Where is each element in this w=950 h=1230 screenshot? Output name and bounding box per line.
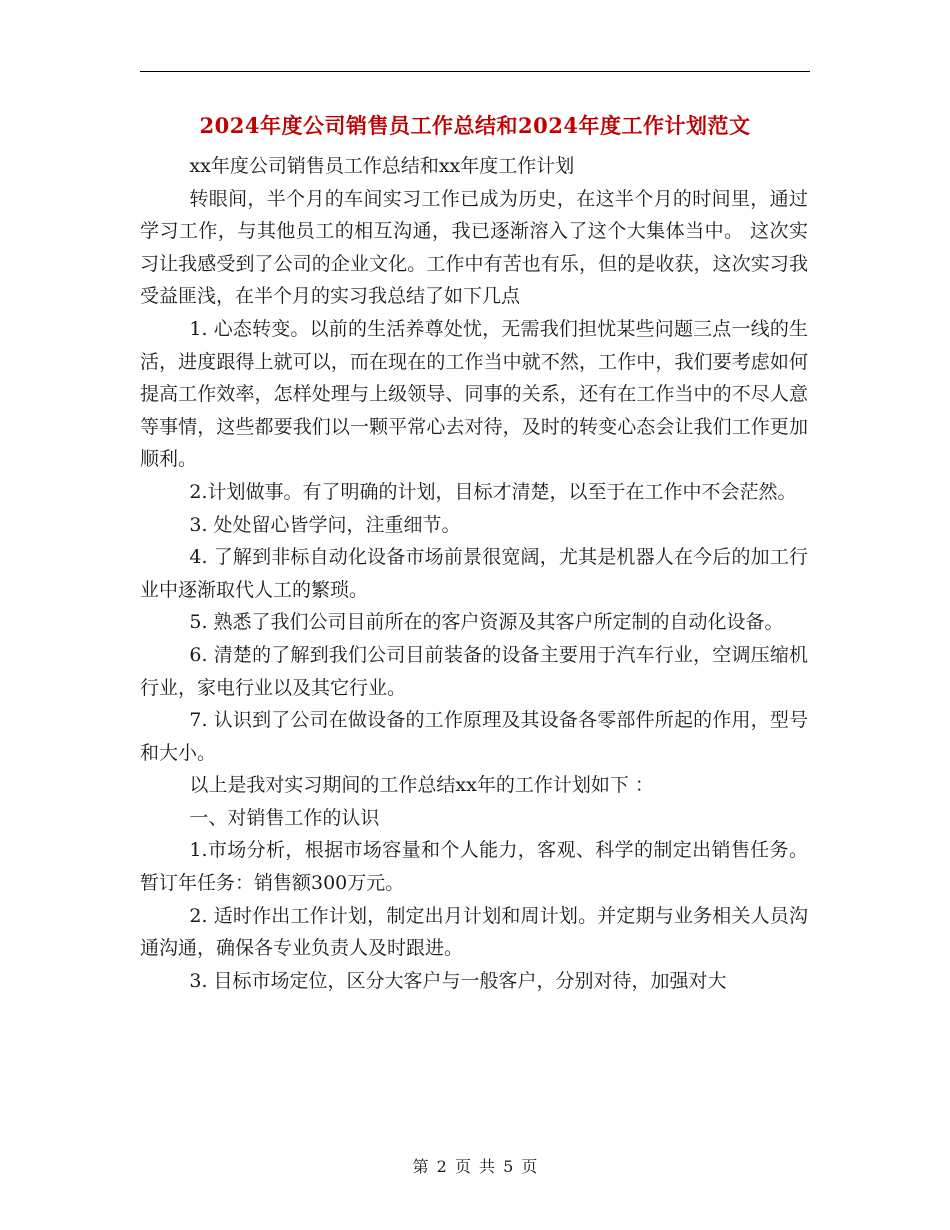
plan-item-1: 1.市场分析，根据市场容量和个人能力，客观、科学的制定出销售任务。暂订年任务：销售额300万元。 <box>140 839 808 895</box>
paragraph-item-6: 6. 清楚的了解到我们公司目前装备的设备主要用于汽车行业，空调压缩机行业，家电行业以及其它行业。 <box>140 643 808 699</box>
header-rule <box>140 71 810 72</box>
paragraph-plan-intro: 以上是我对实习期间的工作总结xx年的工作计划如下 ： <box>189 774 654 797</box>
page-number: 第 2 页 共 5 页 <box>412 1157 538 1176</box>
paragraph-item-1: 1. 心态转变。以前的生活养尊处忧，无需我们担忧某些问题三点一线的生活，进度跟得上就可以，而在现在的工作当中就不然，工作中，我们要考虑如何提高工作效率，怎样处理与上级领导、同事的关系，还有在工作当中的不尽人意等事情，这些都要我们以一颗平常心去对待，及时的转变心态会让我们工作更加顺利。 <box>140 317 808 471</box>
paragraph-item-4: 4. 了解到非标自动化设备市场前景很宽阔，尤其是机器人在今后的加工行业中逐渐取代人工的繁琐。 <box>140 546 808 601</box>
paragraph-item-7: 7. 认识到了公司在做设备的工作原理及其设备各零部件所起的作用，型号和大小。 <box>140 709 808 764</box>
plan-item-3: 3. 目标市场定位，区分大客户与一般客户，分别对待，加强对大 <box>189 969 727 992</box>
plan-item-2: 2. 适时作出工作计划，制定出月计划和周计划。并定期与业务相关人员沟通沟通，确保各专业负责人及时跟进。 <box>140 904 808 960</box>
document-title: 2024年度公司销售员工作总结和2024年度工作计划范文 <box>199 113 751 138</box>
paragraph-item-3: 3. 处处留心皆学问，注重细节。 <box>189 513 461 536</box>
section-heading-1: 一、对销售工作的认识 <box>189 806 380 829</box>
paragraph-item-2: 2.计划做事。有了明确的计划，目标才清楚，以至于在工作中不会茫然。 <box>189 480 797 503</box>
document-body <box>140 150 808 997</box>
paragraph-item-5: 5. 熟悉了我们公司目前所在的客户资源及其客户所定制的自动化设备。 <box>189 611 784 634</box>
paragraph-intro: 转眼间，半个月的车间实习工作已成为历史，在这半个月的时间里，通过学习工作，与其他员工的相互沟通，我已逐渐溶入了这个大集体当中。 这次实习让我感受到了公司的企业文化。工作中有苦也有乐，但的是收获，这次实习我受益匪浅，在半个月的实习我总结了如下几点 <box>140 187 808 308</box>
paragraph-subtitle: xx年度公司销售员工作总结和xx年度工作计划 <box>189 155 575 177</box>
